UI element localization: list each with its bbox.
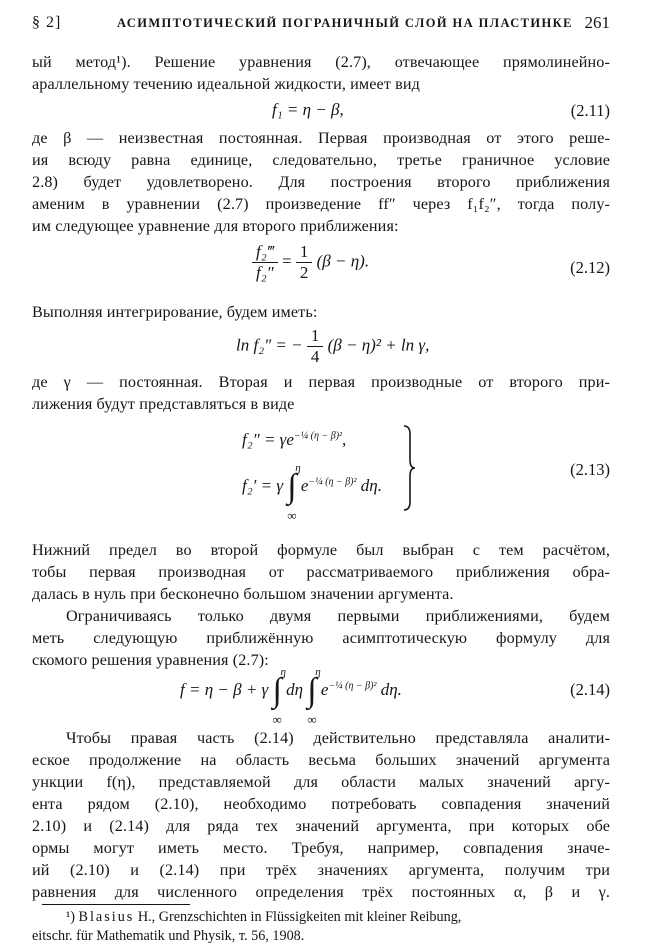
integral-sign: ∫ η ∞ (307, 666, 321, 727)
footnote-text: H., Grenzschichten in Flüssigkeiten mit kleiner Reibung, (134, 909, 462, 925)
fraction: $\frac{1}{4}$ (307, 326, 324, 367)
text-line: равнения для численного определения трёх постоянных α, β и γ. (32, 883, 610, 901)
equation-number: (2.13) (570, 460, 610, 479)
equation-number: (2.11) (570, 101, 610, 120)
text-line: ента рядом (2.10), необходимо потребовать совпадения значений (32, 795, 610, 813)
text-line: 2.10) и (2.14) для ряда тех значений аргумента, при которых обе (32, 817, 610, 835)
equation-2-12: $\frac{\text{f₂‴}}{\text{f₂″}}$ = $\frac{1}{2}$ (β − η). (252, 242, 369, 283)
running-header (32, 12, 610, 36)
text-line: Ограничиваясь только двумя первыми приближениями, будем (66, 607, 610, 625)
text-line: им следующее уравнение для второго приближения: (32, 217, 399, 235)
equation-body: f₁ = η − β, (272, 100, 344, 119)
text-line: скомого решения уравнения (2.7): (32, 651, 269, 669)
equation-2-13-line2: f₂′ = γ ∫ η ∞ $e^{-\frac{1}{4} (\eta - \beta)^2}$ dη. (242, 462, 382, 523)
footnote-line: eitschr. für Mathematik und Physik, т. 56, 1908. (32, 928, 305, 944)
text-line: де γ — постоянная. Вторая и первая производные от второго при- (32, 373, 610, 391)
integral-sign: ∫ η ∞ (272, 666, 286, 727)
text-line: еское продолжение на область весьма больших значений аргумента (32, 751, 610, 769)
text-line: Чтобы правая часть (2.14) действительно представляла аналити- (66, 729, 610, 747)
text-line: далась в нуль при бесконечно большом значении аргумента. (32, 585, 454, 603)
equation-ln: ln f₂″ = − $\frac{1}{4}$ (β − η)² + ln γ, (236, 326, 430, 366)
text-line: ый метод¹). Решение уравнения (2.7), отвечающее прямолинейно- (32, 53, 610, 71)
section-ref: § 2] (32, 14, 62, 31)
equation-2-13-line1: $f_2'' = \gamma e^{-\frac{1}{4} (\eta - \beta)^2}$, (242, 430, 347, 449)
text-line: ормы могут иметь место. Требуя, например, совпадения значе- (32, 839, 610, 857)
text-line: Нижний предел во второй формуле был выбран с тем расчётом, (32, 541, 610, 559)
footnote-author: Blasius (78, 909, 135, 925)
text-line: лижения будут представляться в виде (32, 395, 295, 413)
text-line: Выполняя интегрирование, будем иметь: (32, 303, 318, 321)
running-title: АСИМПТОТИЧЕСКИЙ ПОГРАНИЧНЫЙ СЛОЙ НА ПЛАСТИНКЕ (117, 16, 573, 30)
text-line: ункции f(η), представляемой для области малых значений аргу- (32, 773, 610, 791)
equation-2-11 (272, 100, 344, 120)
text-line: тобы первая производная от рассматриваемого приближения обра- (32, 563, 610, 581)
text-line: аменим в уравнении (2.7) произведение ff″ через f₁f₂″, тогда полу- (32, 195, 610, 213)
text-line: ия всюду равна единице, следовательно, третье граничное условие (32, 151, 610, 169)
text-line: 2.8) будет удовлетворено. Для построения второго приближения (32, 173, 610, 191)
equation-2-14: f = η − β + γ ∫ η ∞ dη ∫ η ∞ $e^{-\frac{1}{4} (\eta - \beta)^2}$ dη. (180, 666, 402, 727)
footnote-mark: ¹) (66, 909, 75, 925)
footnote-rule (42, 904, 190, 905)
footnote-line (66, 908, 610, 927)
page-number: 261 (584, 13, 610, 32)
text-line: араллельному течению идеальной жидкости, имеет вид (32, 75, 420, 93)
integral-sign: ∫ η ∞ (287, 462, 301, 523)
fraction: $\frac{\text{f₂‴}}{\text{f₂″}}$ (252, 242, 278, 283)
right-brace-icon (402, 424, 416, 512)
text-line: меть следующую приближённую асимптотическую формулу для (32, 629, 610, 647)
text-line: де β — неизвестная постоянная. Первая производная от этого реше- (32, 129, 610, 147)
fraction: $\frac{1}{2}$ (296, 242, 313, 283)
equation-number: (2.14) (570, 680, 610, 699)
text-line: ий (2.10) и (2.14) при трёх значениях аргумента, получим три (32, 861, 610, 879)
equation-number: (2.12) (570, 258, 610, 277)
